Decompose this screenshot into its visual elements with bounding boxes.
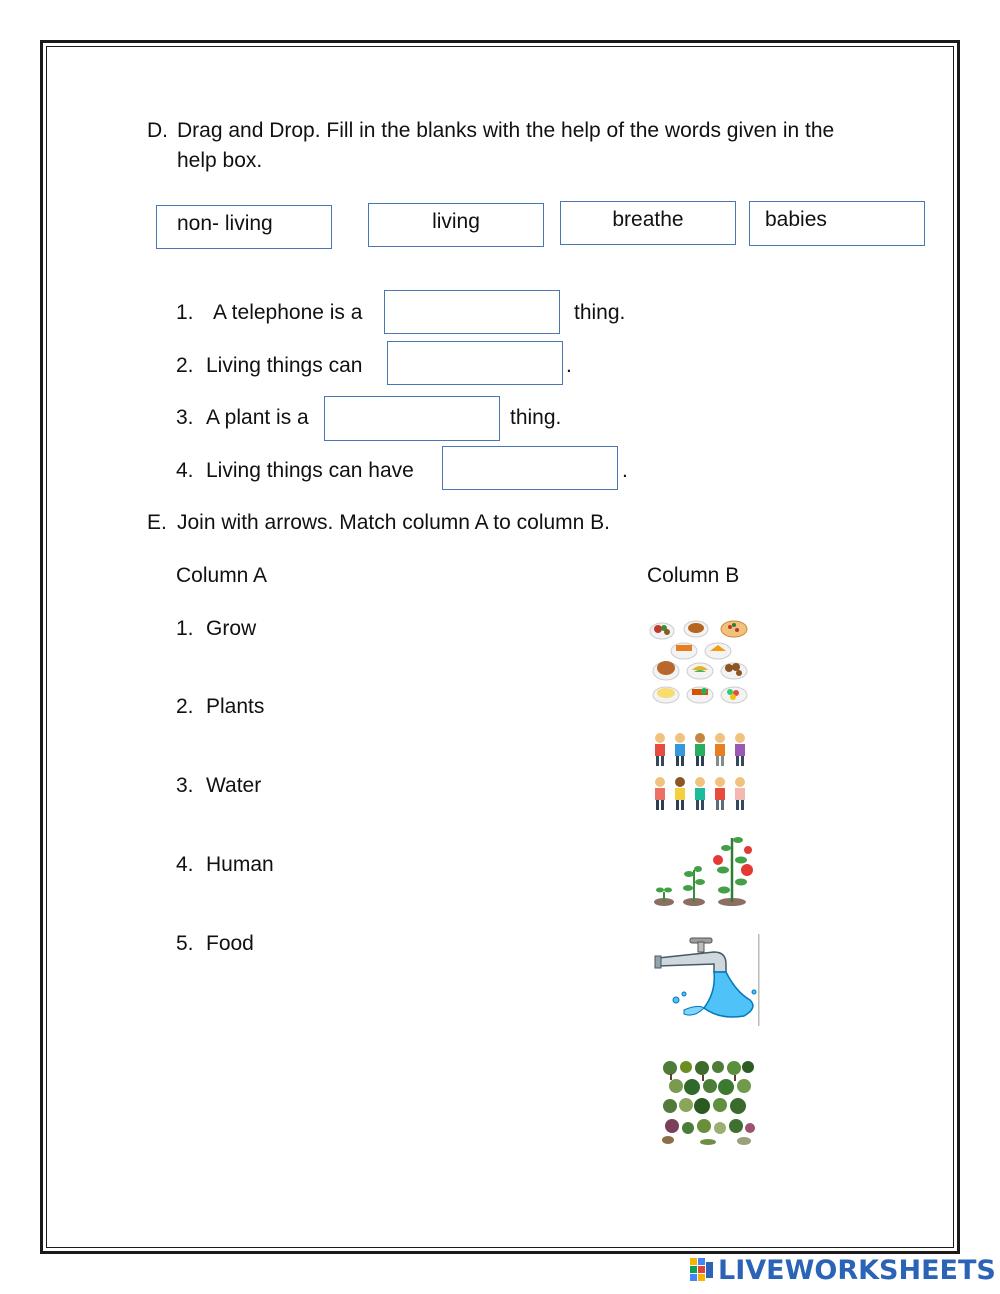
question-number: 2. [176, 354, 194, 377]
column-a-number: 2. [176, 695, 194, 718]
section-d-instruction [147, 116, 887, 180]
question-text: Living things can [206, 354, 363, 377]
help-word-living[interactable]: living [368, 203, 544, 247]
question-text: A plant is a [206, 406, 309, 429]
section-d-letter: D. [147, 119, 168, 142]
question-text: Living things can have [206, 459, 414, 482]
question-number: 4. [176, 459, 194, 482]
question-suffix: thing. [510, 406, 562, 429]
column-a-number: 5. [176, 932, 194, 955]
column-a-item-food[interactable]: Food [206, 932, 254, 955]
question-text: A telephone is a [213, 301, 363, 324]
water-tap-image[interactable] [654, 934, 760, 1026]
column-a-item-water[interactable]: Water [206, 774, 262, 797]
question-suffix: . [566, 354, 572, 377]
answer-drop-box-3[interactable] [324, 396, 500, 441]
people-group-image[interactable] [650, 730, 752, 812]
question-suffix: . [622, 459, 628, 482]
column-a-item-grow[interactable]: Grow [206, 617, 257, 640]
question-number: 1. [176, 301, 194, 324]
question-number: 3. [176, 406, 194, 429]
question-suffix: thing. [574, 301, 626, 324]
liveworksheets-mark-icon [690, 1258, 714, 1282]
answer-drop-box-1[interactable] [384, 290, 560, 334]
answer-drop-box-4[interactable] [442, 446, 618, 490]
help-word-non-living[interactable]: non- living [156, 205, 332, 249]
section-d-text: Drag and Drop. Fill in the blanks with the help of the words given in the help box. [177, 119, 835, 172]
section-e-instruction: Join with arrows. Match column A to column B. [177, 511, 611, 534]
column-b-header: Column B [647, 564, 740, 587]
column-a-number: 1. [176, 617, 194, 640]
help-word-breathe[interactable]: breathe [560, 201, 736, 245]
section-e-letter: E. [147, 511, 167, 534]
column-a-number: 3. [176, 774, 194, 797]
liveworksheets-logo [690, 1255, 996, 1285]
column-a-item-human[interactable]: Human [206, 853, 274, 876]
column-a-header: Column A [176, 564, 268, 587]
trees-collection-image[interactable] [660, 1058, 756, 1146]
growing-plants-image[interactable] [652, 832, 756, 908]
answer-drop-box-2[interactable] [387, 341, 563, 385]
help-word-babies[interactable]: babies [749, 201, 925, 246]
column-a-number: 4. [176, 853, 194, 876]
logo-text: LIVEWORKSHEETS [718, 1254, 996, 1286]
column-a-item-plants[interactable]: Plants [206, 695, 265, 718]
food-dishes-image[interactable] [648, 615, 750, 707]
